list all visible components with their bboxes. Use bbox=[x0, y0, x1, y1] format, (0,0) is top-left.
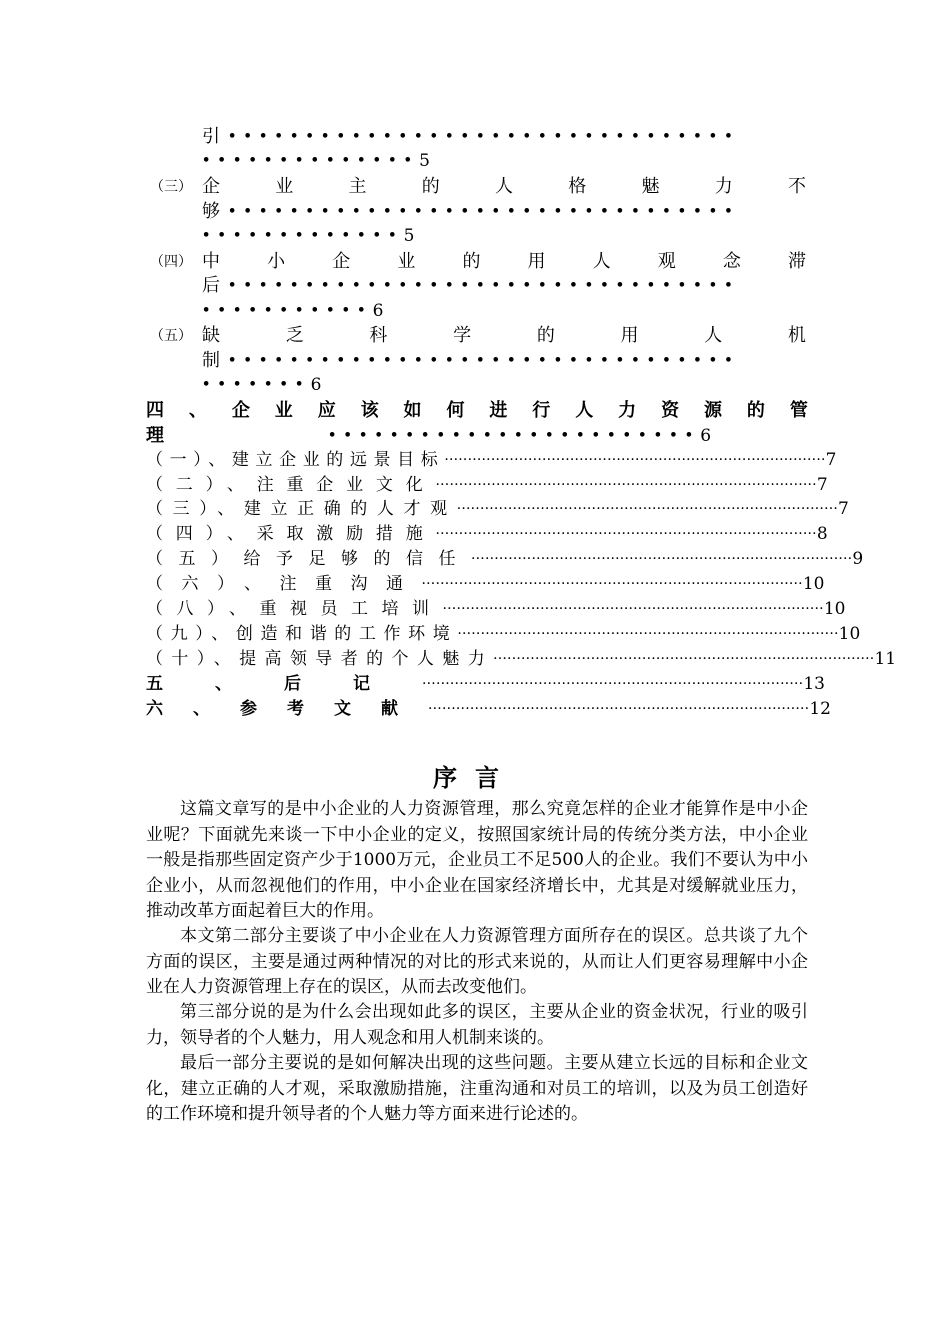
toc-page-number: 6 bbox=[700, 426, 712, 446]
toc-entry-title: （八）、重视员工培训 bbox=[146, 599, 443, 619]
toc-page-number: 6 bbox=[310, 375, 322, 395]
dot-leader: ·················································································· bbox=[428, 701, 810, 717]
toc-page-number: 10 bbox=[823, 599, 846, 619]
dot-leader: ••••••••••••••••••••••••••••••••• bbox=[228, 204, 740, 219]
toc-page-number: 12 bbox=[809, 699, 831, 719]
toc-entry-4-6[interactable] bbox=[146, 572, 825, 596]
toc-page-number: 7 bbox=[825, 450, 837, 470]
toc-lead-char: 制 bbox=[202, 350, 220, 371]
toc-page-number: 5 bbox=[403, 226, 415, 246]
dot-leader: ·················································································· bbox=[435, 526, 817, 542]
toc-entry-4-2[interactable] bbox=[146, 473, 828, 497]
preface-paragraph-4: 最后一部分主要说的是如何解决出现的这些问题。主要从建立长远的目标和企业文化，建立正确的人才观，采取激励措施，注重沟通和对员工的培训，以及为员工创造好的工作环境和提升领导者的个人魅力等方面来进行论述的。 bbox=[146, 1053, 808, 1124]
toc-page-number: 13 bbox=[803, 674, 825, 694]
preface-paragraph-2: 本文第二部分主要谈了中小企业在人力资源管理方面所存在的误区。总共谈了九个方面的误区，主要是通过两种情况的对比的形式来说的，从而让人们更容易理解中小企业在人力资源管理上存在的误区，从而去改变他们。 bbox=[146, 926, 808, 997]
dot-leader: ••••••• bbox=[202, 377, 311, 392]
toc-entry-4-5[interactable] bbox=[146, 547, 864, 571]
toc-page-number: 9 bbox=[852, 549, 864, 569]
toc-entry-title: （一）、建立企业的远景目标 bbox=[146, 450, 445, 470]
toc-entry-title: （九）、创造和谐的工作环境 bbox=[146, 624, 458, 644]
dot-leader: ·················································································· bbox=[422, 676, 804, 692]
dot-leader: ••••••••••••••••••••••••••••••••• bbox=[228, 353, 740, 368]
dot-leader: ·················································································· bbox=[442, 601, 824, 617]
toc-entry-number: （五） bbox=[150, 328, 192, 344]
dot-leader: ·················································································· bbox=[471, 551, 853, 567]
dot-leader: ••••••••••• bbox=[202, 303, 373, 318]
dot-leader: ••••••••••••••••••••••••••••••••• bbox=[228, 278, 740, 293]
toc-entry-title: 企 业 主 的 人 格 魅 力 不 bbox=[202, 176, 806, 197]
toc-entry-title: （二）、注重企业文化 bbox=[146, 475, 436, 495]
toc-entry-4-1[interactable] bbox=[146, 448, 837, 472]
toc-entry-4-3[interactable] bbox=[146, 497, 849, 521]
toc-lead-char: 后 bbox=[202, 275, 220, 296]
dot-leader: ·················································································· bbox=[435, 477, 817, 493]
toc-entry-title: 中 小 企 业 的 用 人 观 念 滞 bbox=[202, 251, 806, 272]
toc-entry-4-8[interactable] bbox=[146, 597, 846, 621]
toc-page-number: 7 bbox=[838, 499, 849, 519]
toc-entry-title: （三）、建立正确的人才观 bbox=[146, 499, 457, 519]
dot-leader: ••••••••••••••••••••••••••••••••• bbox=[228, 129, 740, 144]
preface-paragraph-1: 这篇文章写的是中小企业的人力资源管理，那么究竟怎样的企业才能算作是中小企业呢？下面就先来谈一下中小企业的定义，按照国家统计局的传统分类方法，中小企业一般是指那些固定资产少于1000万元，企业员工不足500人的企业。我们不要认为中小企业小，从而忽视他们的作用，中小企业在国家经济增长中，尤其是对缓解就业压力，推动改革方面起着巨大的作用。 bbox=[146, 799, 808, 921]
preface-title: 序言 bbox=[433, 764, 517, 792]
toc-entry-title: （四）、采取激励措施 bbox=[146, 524, 436, 544]
toc-entry-number: （三） bbox=[150, 179, 192, 195]
toc-entry-title: （五）给予足够的信任 bbox=[146, 549, 471, 569]
dot-leader: •••••••••••••• bbox=[202, 153, 420, 168]
dot-leader: ·················································································· bbox=[493, 651, 875, 667]
toc-page-number: 10 bbox=[802, 574, 825, 594]
toc-page-number: 6 bbox=[372, 301, 384, 321]
toc-section-title: 四 、 企 业 应 该 如 何 进 行 人 力 资 源 的 管 bbox=[146, 400, 808, 421]
toc-lead-char: 引 bbox=[202, 126, 220, 147]
dot-leader: •••••••••••••••••••••••• bbox=[328, 428, 701, 443]
toc-lead-char: 够 bbox=[202, 201, 220, 222]
toc-entry-4-10[interactable] bbox=[146, 647, 897, 671]
toc-section-4[interactable] bbox=[146, 400, 808, 422]
dot-leader: ·················································································· bbox=[421, 576, 803, 592]
dot-leader: ••••••••••••• bbox=[202, 228, 404, 243]
dot-leader: ·················································································· bbox=[444, 452, 826, 468]
toc-section-4-cont bbox=[146, 425, 808, 447]
toc-entry-title: （六）、注重沟通 bbox=[146, 574, 422, 594]
toc-page-number: 5 bbox=[419, 151, 430, 171]
toc-entry-title: 六、参考文献 bbox=[146, 699, 428, 719]
toc-section-6[interactable] bbox=[146, 697, 831, 721]
toc-entry-4-4[interactable] bbox=[146, 522, 828, 546]
dot-leader: ·················································································· bbox=[456, 501, 839, 517]
toc-entry-number: （四） bbox=[150, 254, 192, 270]
toc-page-number: 10 bbox=[838, 624, 861, 644]
toc-page-number: 8 bbox=[816, 524, 828, 544]
toc-entry-4-9[interactable] bbox=[146, 622, 861, 646]
toc-entry-title: （十）、提高领导者的个人魅力 bbox=[146, 649, 494, 669]
toc-entry-title: 缺 乏 科 学 的 用 人 机 bbox=[202, 325, 806, 346]
toc-section-5[interactable] bbox=[146, 672, 825, 696]
preface-paragraph-3: 第三部分说的是为什么会出现如此多的误区，主要从企业的资金状况，行业的吸引力，领导者的个人魅力，用人观念和用人机制来谈的。 bbox=[146, 1002, 808, 1048]
toc-page-number: 11 bbox=[874, 649, 897, 669]
toc-section-tail: 理 bbox=[146, 425, 164, 446]
toc-page-number: 7 bbox=[816, 475, 828, 495]
dot-leader: ·················································································· bbox=[457, 626, 839, 642]
toc-entry-title: 五、后记 bbox=[146, 674, 422, 694]
